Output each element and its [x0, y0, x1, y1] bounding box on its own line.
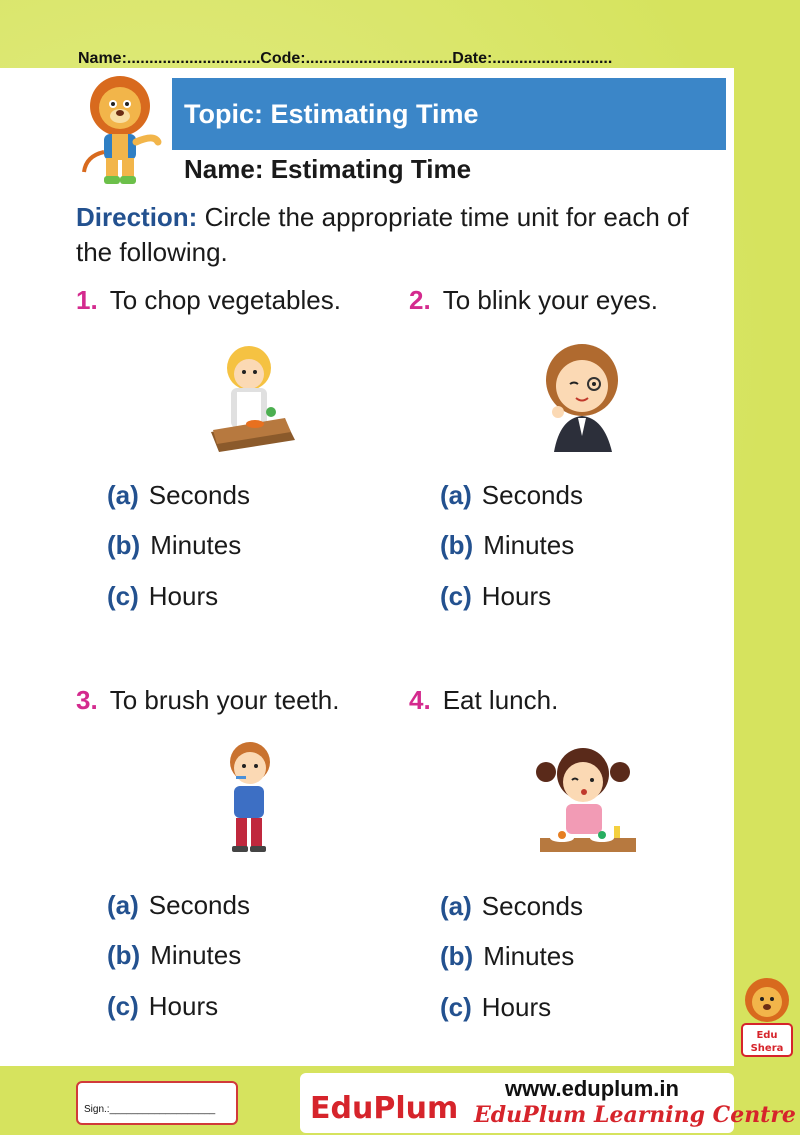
- direction-label: Direction:: [76, 202, 198, 232]
- question-2: [409, 285, 658, 316]
- question-text: To brush your teeth.: [109, 685, 340, 715]
- question-2-option-a[interactable]: [440, 480, 583, 511]
- boy-brushing-teeth-icon: [218, 738, 280, 856]
- question-3-option-b[interactable]: [107, 940, 241, 971]
- direction-text: [76, 200, 726, 270]
- option-text: Minutes: [150, 530, 242, 560]
- direction-body: Circle the appropriate time unit for each of the following.: [76, 202, 689, 267]
- option-label: (a): [107, 480, 139, 510]
- option-label: (c): [107, 991, 139, 1021]
- worksheet-name: Name: Estimating Time: [184, 154, 472, 184]
- question-4: [409, 685, 558, 716]
- option-text: Hours: [148, 991, 219, 1021]
- topic-title: Topic: Estimating Time: [184, 98, 479, 129]
- header-fields: Name:..............................Code:.................................Date:...........................: [78, 50, 613, 67]
- option-text: Hours: [148, 581, 219, 611]
- question-4-option-c[interactable]: [440, 992, 551, 1023]
- question-text: To chop vegetables.: [109, 285, 341, 315]
- question-3-option-c[interactable]: [107, 991, 218, 1022]
- option-text: Minutes: [150, 940, 242, 970]
- option-label: (b): [107, 530, 141, 560]
- topic-banner: [172, 78, 726, 150]
- option-label: (a): [440, 891, 472, 921]
- question-1-option-b[interactable]: [107, 530, 241, 561]
- question-2-option-b[interactable]: [440, 530, 574, 561]
- option-text: Minutes: [483, 941, 575, 971]
- option-label: (b): [440, 530, 474, 560]
- signature-label: Sign.:___________________: [84, 1104, 216, 1115]
- signature-box[interactable]: [76, 1081, 238, 1125]
- option-text: Seconds: [481, 891, 583, 921]
- mascot-badge-text: Edu: [756, 1030, 778, 1041]
- option-label: (c): [440, 992, 472, 1022]
- question-3-option-a[interactable]: [107, 890, 250, 921]
- question-number: 4.: [409, 685, 431, 715]
- question-number: 3.: [76, 685, 98, 715]
- question-text: To blink your eyes.: [442, 285, 659, 315]
- question-number: 2.: [409, 285, 431, 315]
- option-text: Seconds: [148, 890, 250, 920]
- option-text: Hours: [481, 992, 552, 1022]
- girl-eating-lunch-icon: [528, 742, 640, 860]
- option-text: Seconds: [481, 480, 583, 510]
- option-label: (a): [440, 480, 472, 510]
- edu-shera-mascot-icon: [736, 974, 798, 1066]
- option-label: (a): [107, 890, 139, 920]
- lion-mascot-icon: [74, 72, 166, 190]
- question-number: 1.: [76, 285, 98, 315]
- question-4-option-a[interactable]: [440, 891, 583, 922]
- option-label: (c): [440, 581, 472, 611]
- option-label: (b): [440, 941, 474, 971]
- eduplum-logo: EduPlum: [310, 1091, 459, 1126]
- option-text: Seconds: [148, 480, 250, 510]
- question-text: Eat lunch.: [442, 685, 559, 715]
- option-label: (b): [107, 940, 141, 970]
- question-2-option-c[interactable]: [440, 581, 551, 612]
- boy-chopping-vegetables-icon: [205, 340, 297, 456]
- option-label: (c): [107, 581, 139, 611]
- svg-text:Shera: Shera: [750, 1043, 784, 1054]
- question-1-option-a[interactable]: [107, 480, 250, 511]
- question-1-option-c[interactable]: [107, 581, 218, 612]
- option-text: Minutes: [483, 530, 575, 560]
- website-url[interactable]: www.eduplum.in: [505, 1076, 679, 1101]
- woman-blinking-icon: [540, 340, 626, 452]
- learning-centre-name: EduPlum Learning Centre: [474, 1102, 796, 1128]
- option-text: Hours: [481, 581, 552, 611]
- question-1: [76, 285, 341, 316]
- question-4-option-b[interactable]: [440, 941, 574, 972]
- question-3: [76, 685, 340, 716]
